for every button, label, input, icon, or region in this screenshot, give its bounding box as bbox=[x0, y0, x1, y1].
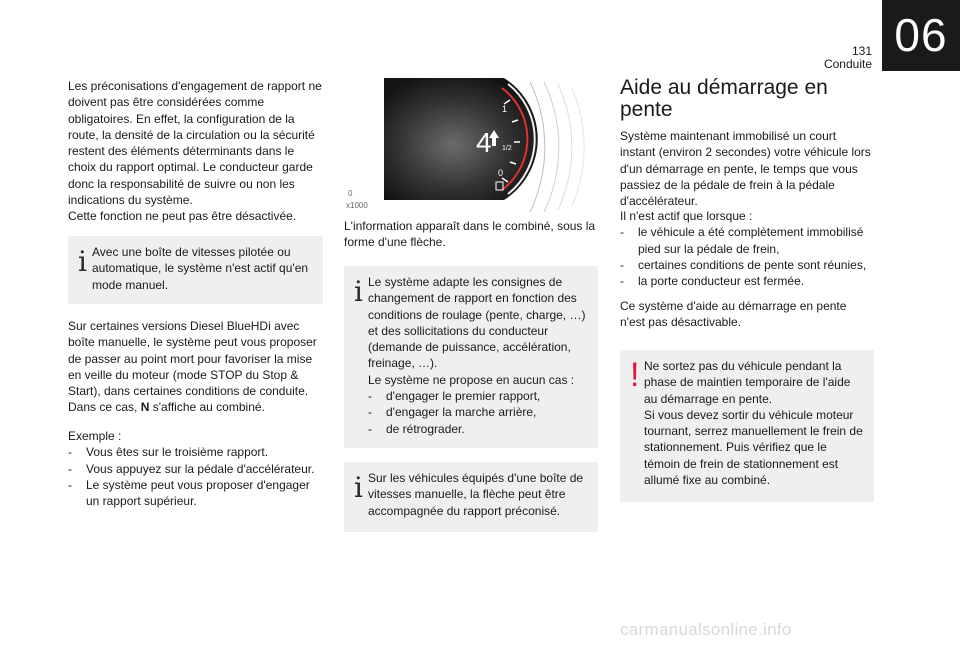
example-list bbox=[68, 444, 324, 509]
list-item: - Vous êtes sur le troisième rapport. bbox=[68, 444, 324, 460]
example-block bbox=[68, 428, 324, 509]
gauge-small-count: x1000 bbox=[346, 201, 368, 210]
warning-box bbox=[620, 350, 874, 502]
info-icon: i bbox=[78, 245, 87, 278]
col3-paragraph-3: Ce système d'aide au démarrage en pente n'est pas désactivable. bbox=[620, 299, 847, 330]
list-item: - le véhicule a été complètement immobilisé pied sur la pédale de frein, bbox=[620, 224, 874, 257]
info-box-2-list bbox=[368, 388, 588, 437]
warning-box-text: Ne sortez pas du véhicule pendant la phase de maintien temporaire de l'aide au démarrage en pente. Si vous devez sortir du véhicule moteur tournant, serrez manuellement le frein de stationnement. Puis vérifiez que le témoin de frein de stationnement est allumé fixe au combiné. bbox=[644, 359, 863, 488]
list-item: - Vous appuyez sur la pédale d'accélérateur. bbox=[68, 461, 324, 477]
info-box-2-lead: Le système ne propose en aucun cas : bbox=[368, 372, 575, 387]
list-item: - certaines conditions de pente sont réunies, bbox=[620, 257, 874, 273]
col3-conditions-lead: Il n'est actif que lorsque : bbox=[620, 209, 753, 223]
gauge-caption: L'information apparaît dans le combiné, sous la forme d'une flèche. bbox=[344, 219, 596, 250]
p3-bold: N bbox=[140, 400, 150, 415]
p3-end: s'affiche au combiné. bbox=[152, 400, 265, 415]
list-item: - d'engager le premier rapport, bbox=[368, 388, 588, 404]
info-box-2 bbox=[344, 266, 598, 448]
gear-number: 4 bbox=[476, 127, 492, 158]
section-title: Aide au démarrage en pente bbox=[620, 76, 828, 121]
list-item: - la porte conducteur est fermée. bbox=[620, 273, 874, 289]
info-icon: i bbox=[354, 275, 363, 308]
example-title: Exemple : bbox=[68, 429, 122, 443]
gauge-label-0: 0 bbox=[498, 168, 504, 178]
info-box-3-text: Sur les véhicules équipés d'une boîte de vitesses manuelle, la flèche peut être accompagnée du rapport préconisé. bbox=[368, 471, 584, 518]
col3-paragraph-1: Système maintenant immobilisé un court instant (environ 2 secondes) votre véhicule lors d'un démarrage en pente, le temps que vous passiez de la pédale de frein à la pédale d'accélérateur. bbox=[620, 129, 871, 209]
col3-conditions-list bbox=[620, 224, 874, 289]
p3-text: Sur certaines versions Diesel BlueHDi avec boîte manuelle, le système peut vous proposer de passer au point mort pour favoriser la mise en veille du moteur (mode STOP du Stop & Start), dans certaines conditions de conduite. Dans ce cas, bbox=[68, 319, 317, 415]
col1-paragraph-3 bbox=[68, 318, 324, 416]
list-item: - d'engager la marche arrière, bbox=[368, 404, 588, 420]
info-box-2-text bbox=[368, 274, 588, 437]
warning-icon: ! bbox=[630, 356, 640, 394]
info-box-3 bbox=[344, 462, 598, 532]
gauge-label-half: 1/2 bbox=[502, 145, 512, 152]
gauge-small-left: 0 bbox=[348, 189, 353, 198]
info-box-1 bbox=[68, 236, 323, 304]
info-box-2-paragraph: Le système adapte les consignes de changement de rapport en fonction des conditions de roulage (pente, charge, …) et des sollicitations du conducteur (demande de puissance, accélération, freinage, …). bbox=[368, 275, 586, 371]
watermark: carmanualsonline.info bbox=[620, 620, 792, 639]
info-box-1-text: Avec une boîte de vitesses pilotée ou automatique, le système n'est actif qu'en mode manuel. bbox=[92, 245, 309, 292]
page-number: 131 bbox=[851, 44, 872, 58]
list-item: - de rétrograder. bbox=[368, 421, 588, 437]
col1-paragraph-2: Cette fonction ne peut pas être désactivée. bbox=[68, 209, 297, 223]
gauge-illustration bbox=[344, 78, 596, 216]
col1-paragraph-1: Les préconisations d'engagement de rapport ne doivent pas être considérées comme obligatoires. En effet, la configuration de la route, la densité de la circulation ou la sécurité restent des éléments déterminants dans le choix du rapport optimal. Le conducteur garde donc la responsabilité de suivre ou non les indications du système. bbox=[68, 79, 322, 208]
list-item: - Le système peut vous proposer d'engager un rapport supérieur. bbox=[68, 477, 324, 510]
gauge-svg bbox=[344, 78, 596, 216]
section-name: Conduite bbox=[823, 57, 872, 71]
chapter-tab: 06 bbox=[882, 0, 960, 71]
col3-conditions bbox=[620, 208, 874, 289]
info-icon: i bbox=[354, 471, 363, 504]
gauge-label-1: 1 bbox=[502, 104, 508, 114]
